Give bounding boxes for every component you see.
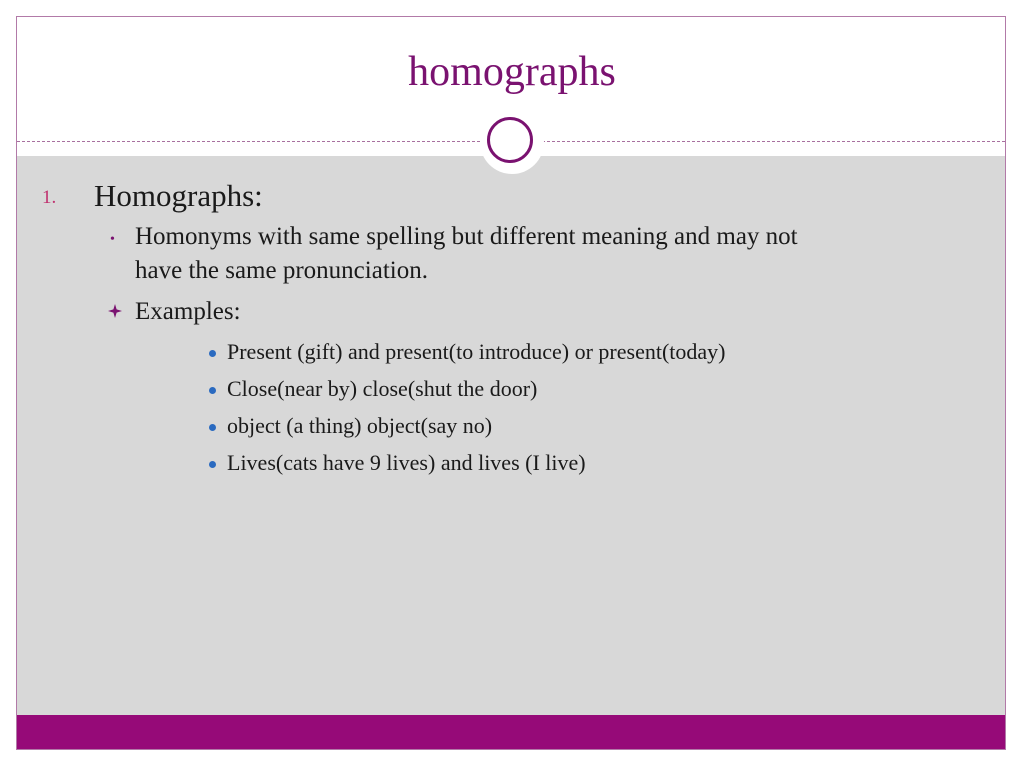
four-point-star-icon — [108, 304, 122, 318]
dot-bullet-icon: • — [110, 232, 115, 247]
footer-bar — [17, 715, 1005, 749]
blue-dot-bullet-icon — [209, 461, 216, 468]
blue-dot-bullet-icon — [209, 350, 216, 357]
examples-label: Examples: — [135, 298, 241, 325]
ring-icon — [487, 117, 533, 163]
example-item: Lives(cats have 9 lives) and lives (I live) — [227, 450, 586, 475]
blue-dot-bullet-icon — [209, 424, 216, 431]
definition-line-1: Homonyms with same spelling but different meaning and may not — [135, 223, 798, 250]
blue-dot-bullet-icon — [209, 387, 216, 394]
definition-line-2: have the same pronunciation. — [135, 257, 428, 284]
star-bullet-icon — [108, 301, 122, 324]
example-item: Present (gift) and present(to introduce) or present(today) — [227, 339, 726, 364]
example-item: object (a thing) object(say no) — [227, 413, 493, 438]
heading-homographs: Homographs: — [94, 178, 263, 213]
slide-title: homographs — [408, 49, 616, 95]
example-item: Close(near by) close(shut the door) — [227, 376, 538, 401]
list-number: 1. — [42, 187, 57, 208]
